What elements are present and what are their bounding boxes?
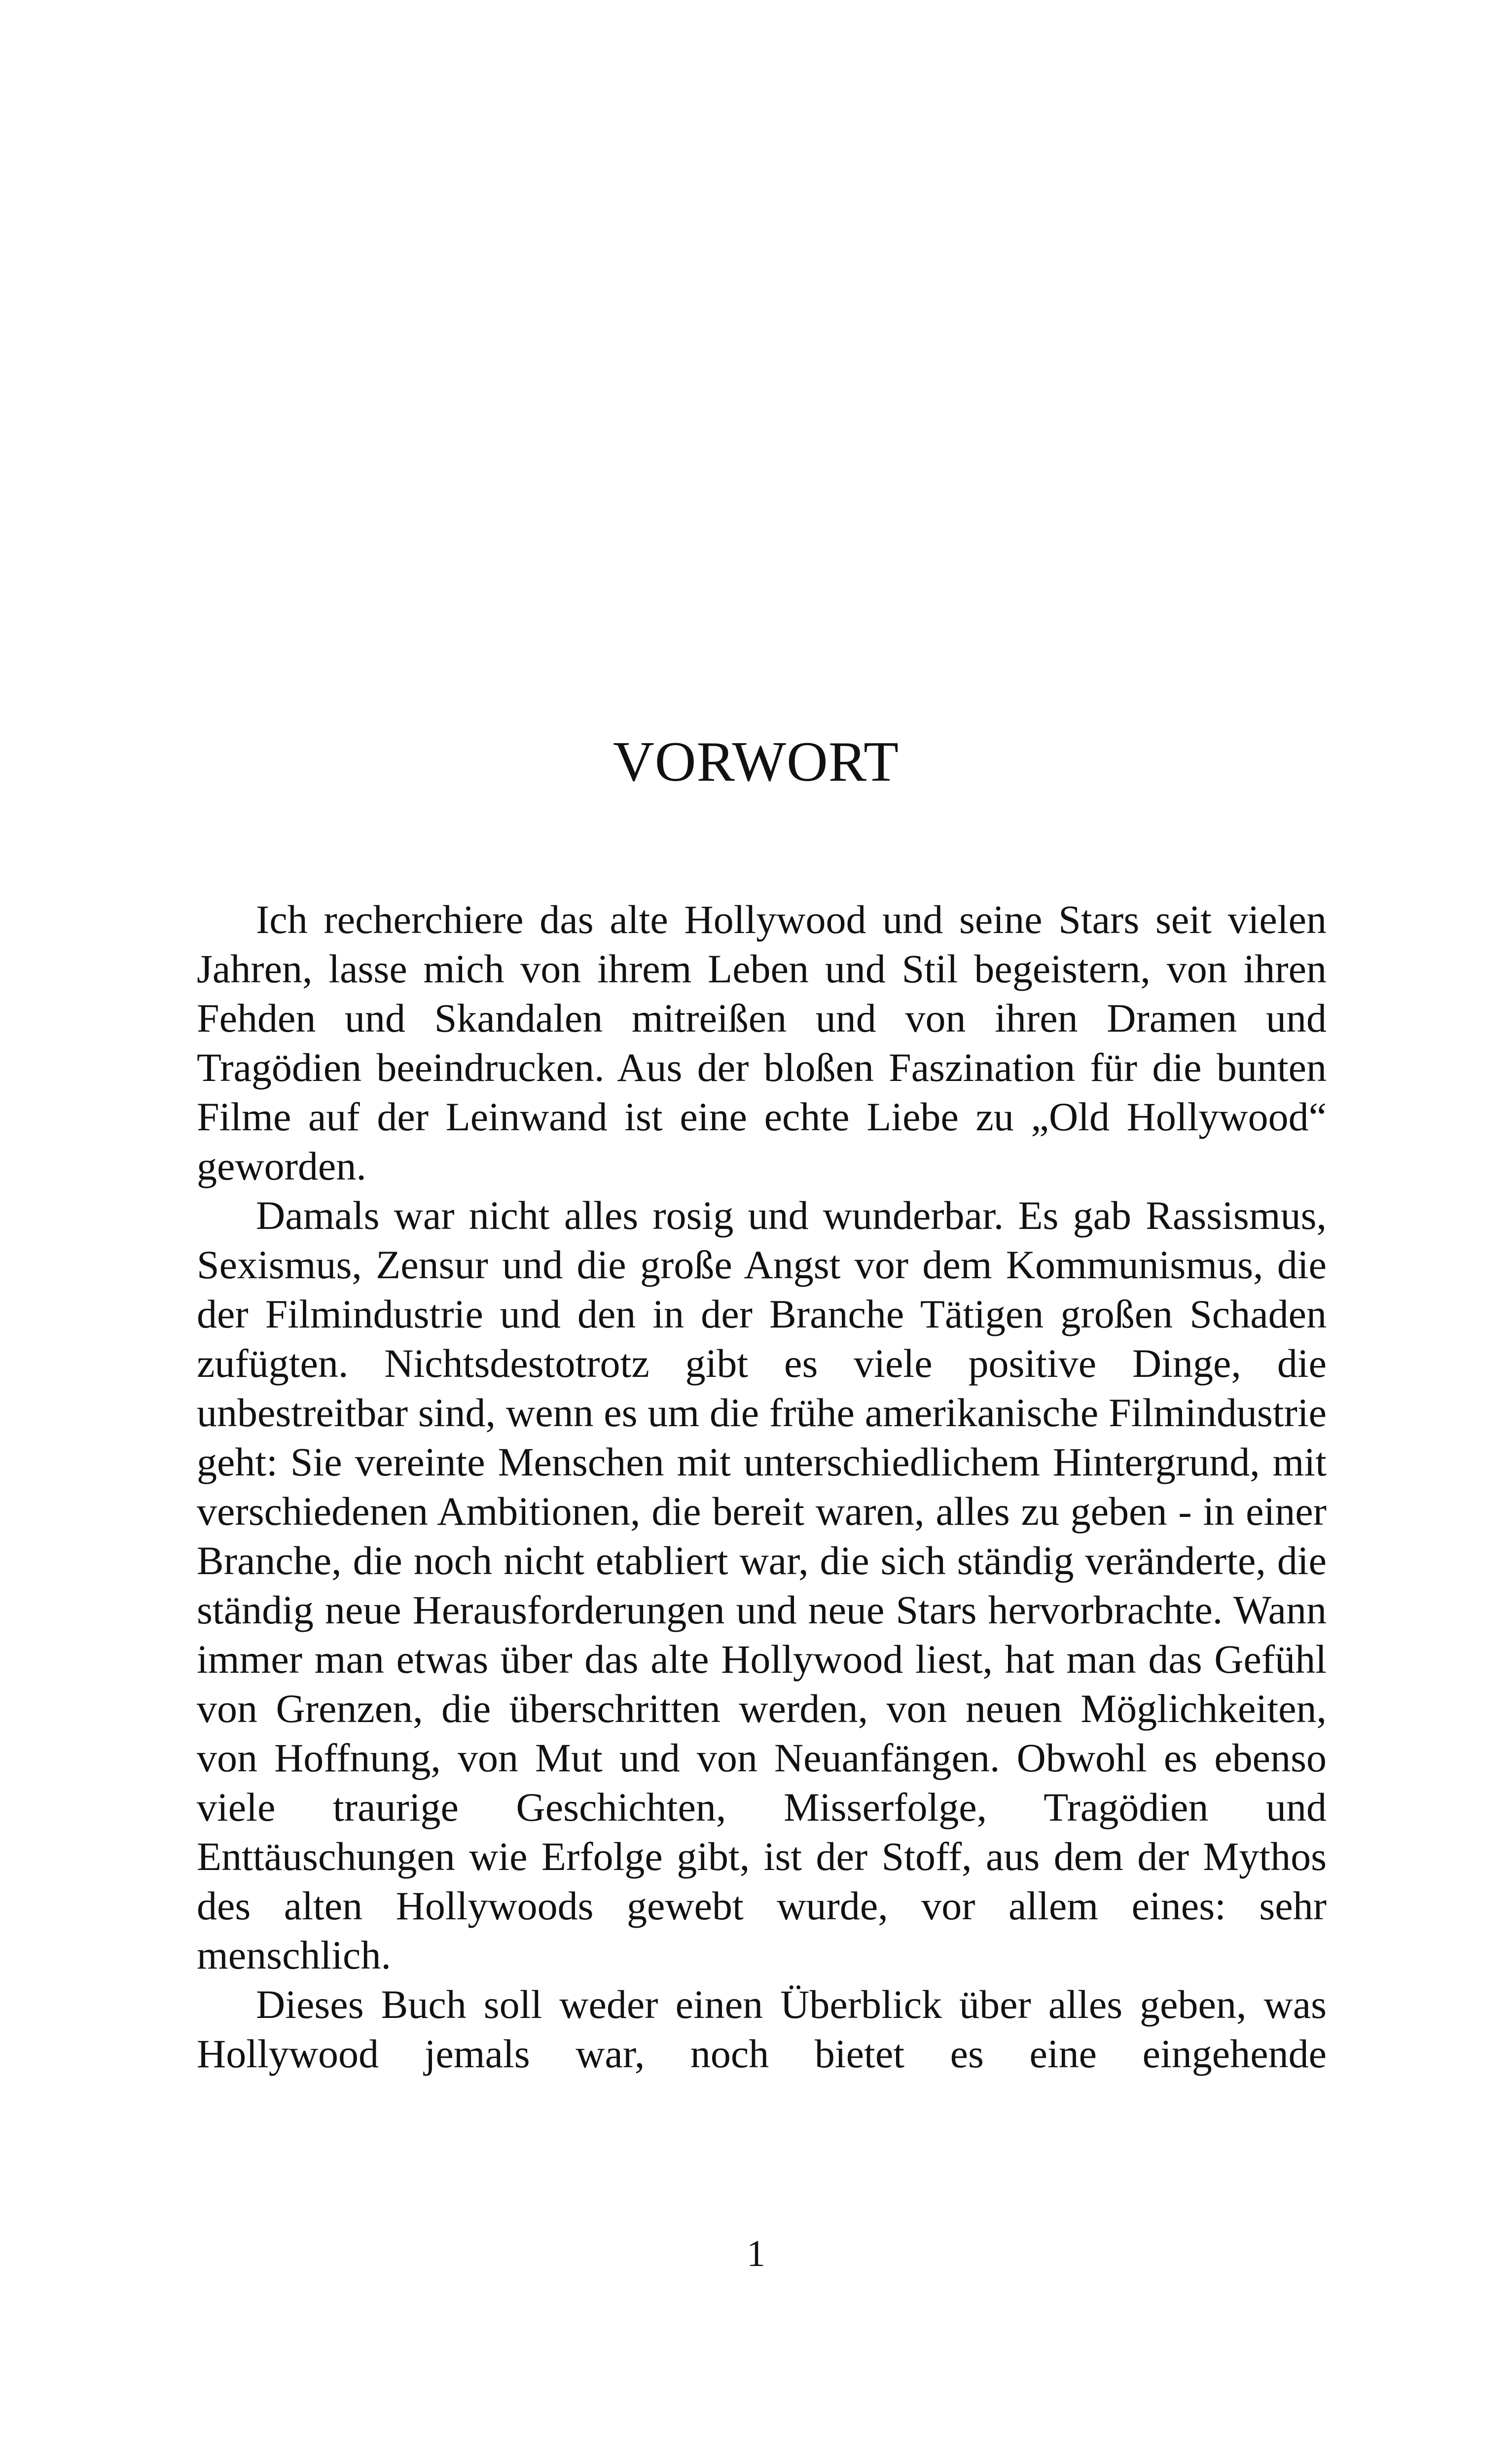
paragraph-2: Damals war nicht alles rosig und wunderbar. Es gab Rassismus, Sexismus, Zensur und die große Angst vor dem Kommunismus, die der Filmindustrie und den in der Branche Tätigen großen Schaden zufügten. Nichtsdestotrotz gibt es viele positive Dinge, die unbestreitbar sind, wenn es um die frühe amerikanische Filmindustrie geht: Sie vereinte Menschen mit unterschiedlichem Hintergrund, mit verschiedenen Ambitionen, die bereit waren, alles zu geben - in einer Branche, die noch nicht etabliert war, die sich ständig veränderte, die ständig neue Herausforderungen und neue Stars hervorbrachte. Wann immer man etwas über das alte Hollywood liest, hat man das Gefühl von Grenzen, die überschritten werden, von neuen Möglichkeiten, von Hoffnung, von Mut und von Neuanfängen. Obwohl es ebenso viele traurige Geschichten, Misserfolge, Tragödien und Enttäuschungen wie Erfolge gibt, ist der Stoff, aus dem der Mythos des alten Hollywoods gewebt wurde, vor allem eines: sehr menschlich. (197, 1193, 1327, 1978)
paragraph-1: Ich recherchiere das alte Hollywood und seine Stars seit vielen Jahren, lasse mich von ihrem Leben und Stil begeistern, von ihren Fehden und Skandalen mitreißen und von ihren Dramen und Tragödien beeindrucken. Aus der bloßen Faszination für die bunten Filme auf der Leinwand ist eine echte Liebe zu „Old Hollywood“ geworden. (197, 897, 1327, 1188)
chapter-title: VORWORT (612, 730, 900, 793)
paragraph-3: Dieses Buch soll weder einen Überblick über alles geben, was Hollywood jemals war, noch bietet es eine eingehende (197, 1982, 1327, 2076)
page-number: 1 (747, 2233, 765, 2274)
chapter-body (197, 895, 1327, 2079)
